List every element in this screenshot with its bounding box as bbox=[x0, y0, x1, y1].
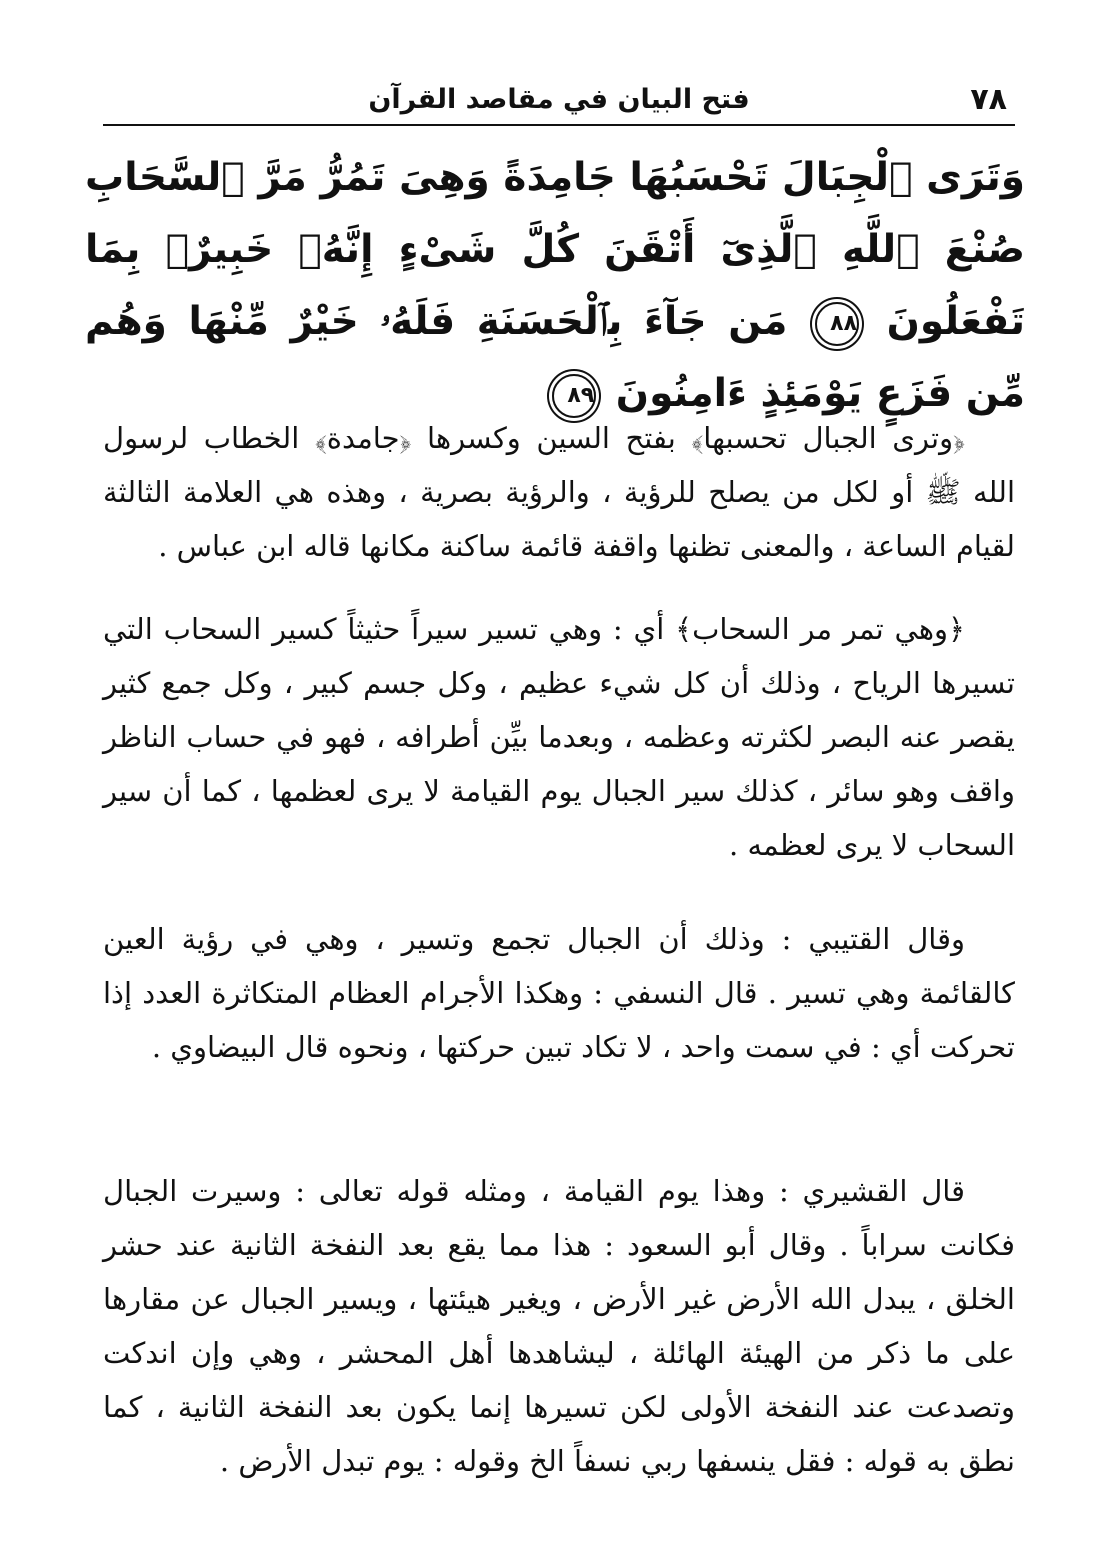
verse-text-line2b: مَن جَآءَ بِٱلْحَسَنَةِ فَلَهُۥ خَيْرٌ مِّنْهَا وَهُم مِّن فَزَعٍ يَوْمَئِذٍ ءَامِنُونَ bbox=[85, 299, 1025, 416]
commentary-paragraph: ﴿وهي تمر مر السحاب﴾ أي : وهي تسير سيراً حثيثاً كسير السحاب التي تسيرها الرياح ، وذلك أن كل شيء عظيم ، وكل جسم كبير ، وكل جمع كثير يقصر عنه البصر لكثرته وعظمه ، وبعدما بيِّن أطرافه ، فهو في حساب الناظر واقف وهو سائر ، كذلك سير الجبال يوم القيامة لا يرى لعظمها ، كما أن سير السحاب لا يرى لعظمه . bbox=[103, 612, 1015, 862]
verse-number-marker: ٨٨ bbox=[815, 302, 859, 346]
commentary-paragraph: قال القشيري : وهذا يوم القيامة ، ومثله قوله تعالى : وسيرت الجبال فكانت سراباً . وقال أبو السعود : هذا مما يقع بعد النفخة الثانية عند حشر الخلق ، يبدل الله الأرض غير الأرض ، ويغير هيئتها ، ويسير الجبال عن مقارها على ما ذكر من الهيئة الهائلة ، ليشاهدها أهل المحشر ، وهي وإن اندكت وتصدعت عند النفخة الأولى لكن تسيرها إنما يكون بعد النفخة الثانية ، كما نطق به قوله : فقل ينسفها ربي نسفاً الخ وقوله : يوم تبدل الأرض . bbox=[103, 1174, 1015, 1478]
verse-text-line1: وَتَرَى ٱلْجِبَالَ تَحْسَبُهَا جَامِدَةً وَهِىَ تَمُرُّ مَرَّ ٱلسَّحَابِ صُنْعَ ٱللَّهِ ٱلَّذِىٓ أَتْقَنَ كُلَّ شَىْءٍ إِنَّهُۥ خَبِيرٌۢ bbox=[85, 155, 1026, 272]
quran-verses bbox=[85, 142, 1025, 430]
commentary-paragraph: ﴿وترى الجبال تحسبها﴾ بفتح السين وكسرها ﴿جامدة﴾ الخطاب لرسول الله ﷺ أو لكل من يصلح للرؤية ، والرؤية بصرية ، وهذه هي العلامة الثالثة لقيام الساعة ، والمعنى تظنها واقفة قائمة ساكنة مكانها قاله ابن عباس . bbox=[103, 421, 1015, 563]
book-title: فتح البيان في مقاصد القرآن bbox=[368, 84, 750, 115]
page-number: ٧٨ bbox=[970, 82, 1007, 117]
verse-text-line2a: بِمَا تَفْعَلُونَ bbox=[85, 227, 1025, 344]
running-header bbox=[103, 72, 1015, 126]
commentary-paragraph: وقال القتيبي : وذلك أن الجبال تجمع وتسير ، وهي في رؤية العين كالقائمة وهي تسير . قال النسفي : وهكذا الأجرام العظام المتكاثرة العدد إذا تحركت أي : في سمت واحد ، لا تكاد تبين حركتها ، ونحوه قال البيضاوي . bbox=[103, 922, 1015, 1064]
verse-number-marker: ٨٩ bbox=[552, 374, 596, 418]
